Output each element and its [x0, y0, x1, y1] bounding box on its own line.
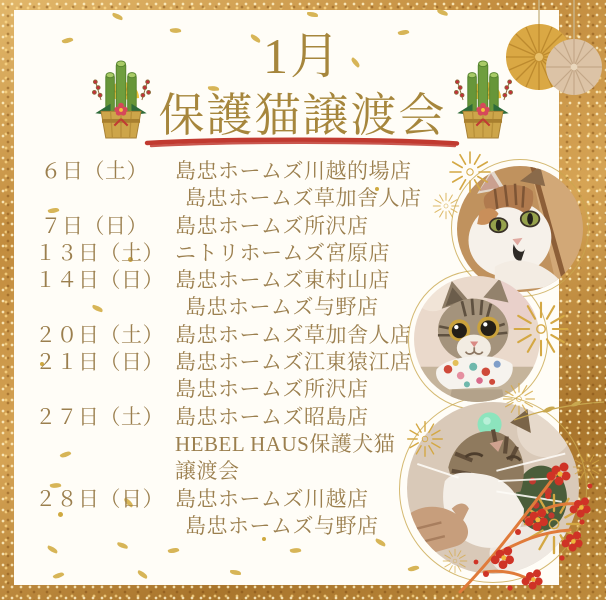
- red-brush-underline: [143, 135, 463, 149]
- event-date: ７日（日）: [40, 213, 148, 238]
- event-date: ２１日（日）: [35, 350, 164, 375]
- schedule-row: [35, 458, 445, 485]
- event-date: １３日（土）: [35, 240, 164, 265]
- schedule-row: [35, 404, 445, 431]
- schedule-row: [35, 267, 445, 294]
- schedule-row: [35, 213, 445, 240]
- event-date: ２８日（日）: [35, 486, 164, 511]
- event-date: [35, 513, 148, 540]
- beige-paper-fan-icon: [546, 39, 602, 95]
- schedule-row: [35, 486, 445, 513]
- schedule-row: [35, 185, 445, 212]
- schedule-row: [35, 349, 445, 376]
- event-venue: 島忠ホームズ所沢店: [175, 213, 369, 238]
- event-date: ６日（土）: [40, 159, 148, 183]
- red-plum-blossom-branch: [430, 412, 606, 598]
- event-venue: 島忠ホームズ川越的場店: [175, 159, 412, 183]
- gold-firework-burst: [448, 150, 492, 194]
- event-venue: 島忠ホームズ川越店: [175, 486, 369, 511]
- gold-firework-burst: [512, 300, 570, 358]
- event-venue: 譲渡会: [175, 459, 240, 484]
- event-venue: ニトリホームズ宮原店: [175, 240, 390, 265]
- event-date: １４日（日）: [35, 268, 164, 293]
- event-date: ２７日（土）: [35, 404, 164, 429]
- page-title: 保護猫譲渡会: [158, 90, 447, 141]
- event-date: [35, 376, 148, 403]
- schedule-row: [35, 322, 445, 349]
- event-venue: 島忠ホームズ所沢店: [175, 377, 369, 402]
- schedule-row: [35, 240, 445, 267]
- event-date: [35, 294, 148, 321]
- event-date: [35, 185, 148, 212]
- schedule-row: [35, 376, 445, 403]
- event-venue: 島忠ホームズ与野店: [185, 513, 379, 538]
- event-venue: 島忠ホームズ草加舎人店: [175, 322, 412, 347]
- event-venue: 島忠ホームズ草加舎人店: [185, 186, 422, 211]
- event-date: [35, 431, 148, 458]
- event-venue: 島忠ホームズ与野店: [185, 295, 379, 320]
- event-venue: 島忠ホームズ江東猿江店: [175, 350, 412, 375]
- event-schedule-list: [35, 158, 445, 540]
- event-venue: 島忠ホームズ東村山店: [175, 268, 390, 293]
- schedule-row: [35, 158, 445, 185]
- schedule-row: [35, 294, 445, 321]
- schedule-row: [35, 513, 445, 540]
- event-date: ２０日（土）: [35, 322, 164, 347]
- month-heading: 1月: [263, 28, 342, 84]
- event-venue: HEBEL HAUS保護犬猫: [175, 431, 396, 456]
- event-date: [35, 458, 148, 485]
- schedule-row: [35, 431, 445, 458]
- event-venue: 島忠ホームズ昭島店: [175, 404, 369, 429]
- gold-firework-burst: [432, 192, 460, 220]
